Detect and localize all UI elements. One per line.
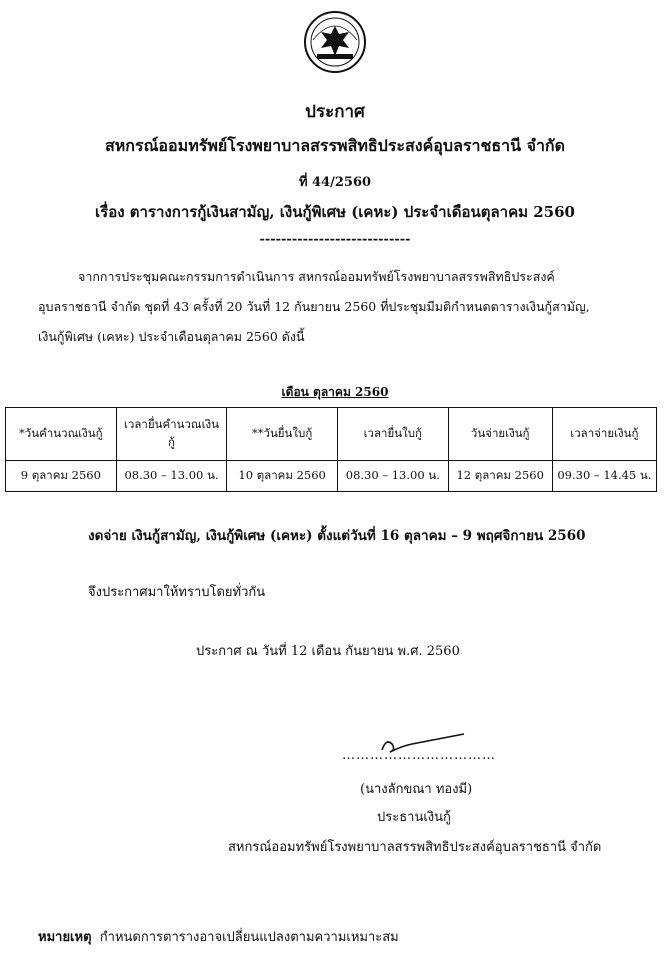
organization-name: สหกรณ์ออมทรัพย์โรงพยาบาลสรรพสิทธิประสงค์อุบลราชธานี จำกัด	[104, 136, 566, 155]
garuda-seal-icon	[303, 10, 367, 74]
document-title: ประกาศ	[305, 102, 365, 122]
table-cell: 10 ตุลาคม 2560	[227, 461, 338, 492]
table-cell: 09.30 – 14.45 น.	[552, 461, 656, 492]
signature-dots: ……………………………	[342, 748, 496, 763]
schedule-month-label: เดือน ตุลาคม 2560	[281, 385, 389, 399]
column-header: เวลายื่นคำนวณเงินกู้	[116, 408, 227, 461]
body-line-3: เงินกู้พิเศษ (เคหะ) ประจำเดือนตุลาคม 2560 ดังนี้	[38, 329, 305, 344]
column-header: วันจ่ายเงินกู้	[448, 408, 552, 461]
announcement-date: ประกาศ ณ วันที่ 12 เดือน กันยายน พ.ศ. 2560	[196, 644, 460, 659]
table-cell: 12 ตุลาคม 2560	[448, 461, 552, 492]
column-header: เวลาจ่ายเงินกู้	[552, 408, 656, 461]
signer-position: ประธานเงินกู้	[377, 810, 451, 825]
document-number: ที่ 44/2560	[298, 175, 372, 190]
body-paragraph	[38, 262, 638, 352]
table-header-row	[6, 408, 657, 461]
table-cell: 08.30 – 13.00 น.	[337, 461, 448, 492]
table-cell: 08.30 – 13.00 น.	[116, 461, 227, 492]
schedule-table	[5, 407, 657, 492]
column-header: เวลายื่นใบกู้	[337, 408, 448, 461]
signer-name: (นางลักขณา ทองมี)	[360, 782, 473, 797]
signer-organization: สหกรณ์ออมทรัพย์โรงพยาบาลสรรพสิทธิประสงค์อุบลราชธานี จำกัด	[228, 840, 602, 855]
remark-text: กำหนดการตารางอาจเปลี่ยนแปลงตามความเหมาะสม	[99, 930, 399, 945]
divider-line: ----------------------------	[259, 232, 411, 247]
document-subject: เรื่อง ตารางการกู้เงินสามัญ, เงินกู้พิเศษ (เคหะ) ประจำเดือนตุลาคม 2560	[95, 203, 575, 221]
body-line-2: อุบลราชธานี จำกัด ชุดที่ 43 ครั้งที่ 20 วันที่ 12 กันยายน 2560 ที่ประชุมมีมติกำหนดตารางเงินกู้สามัญ,	[38, 299, 590, 314]
remark-note	[38, 926, 399, 947]
table-cell: 9 ตุลาคม 2560	[6, 461, 117, 492]
remark-label: หมายเหตุ	[38, 930, 92, 945]
table-row	[6, 461, 657, 492]
column-header: *วันคำนวณเงินกู้	[6, 408, 117, 461]
notice-statement: จึงประกาศมาให้ทราบโดยทั่วกัน	[88, 585, 266, 600]
column-header: **วันยื่นใบกู้	[227, 408, 338, 461]
body-line-1: จากการประชุมคณะกรรมการดำเนินการ สหกรณ์ออมทรัพย์โรงพยาบาลสรรพสิทธิประสงค์	[78, 269, 555, 284]
suspension-notice: งดจ่าย เงินกู้สามัญ, เงินกู้พิเศษ (เคหะ) ตั้งแต่วันที่ 16 ตุลาคม – 9 พฤศจิกายน 2560	[88, 528, 586, 544]
